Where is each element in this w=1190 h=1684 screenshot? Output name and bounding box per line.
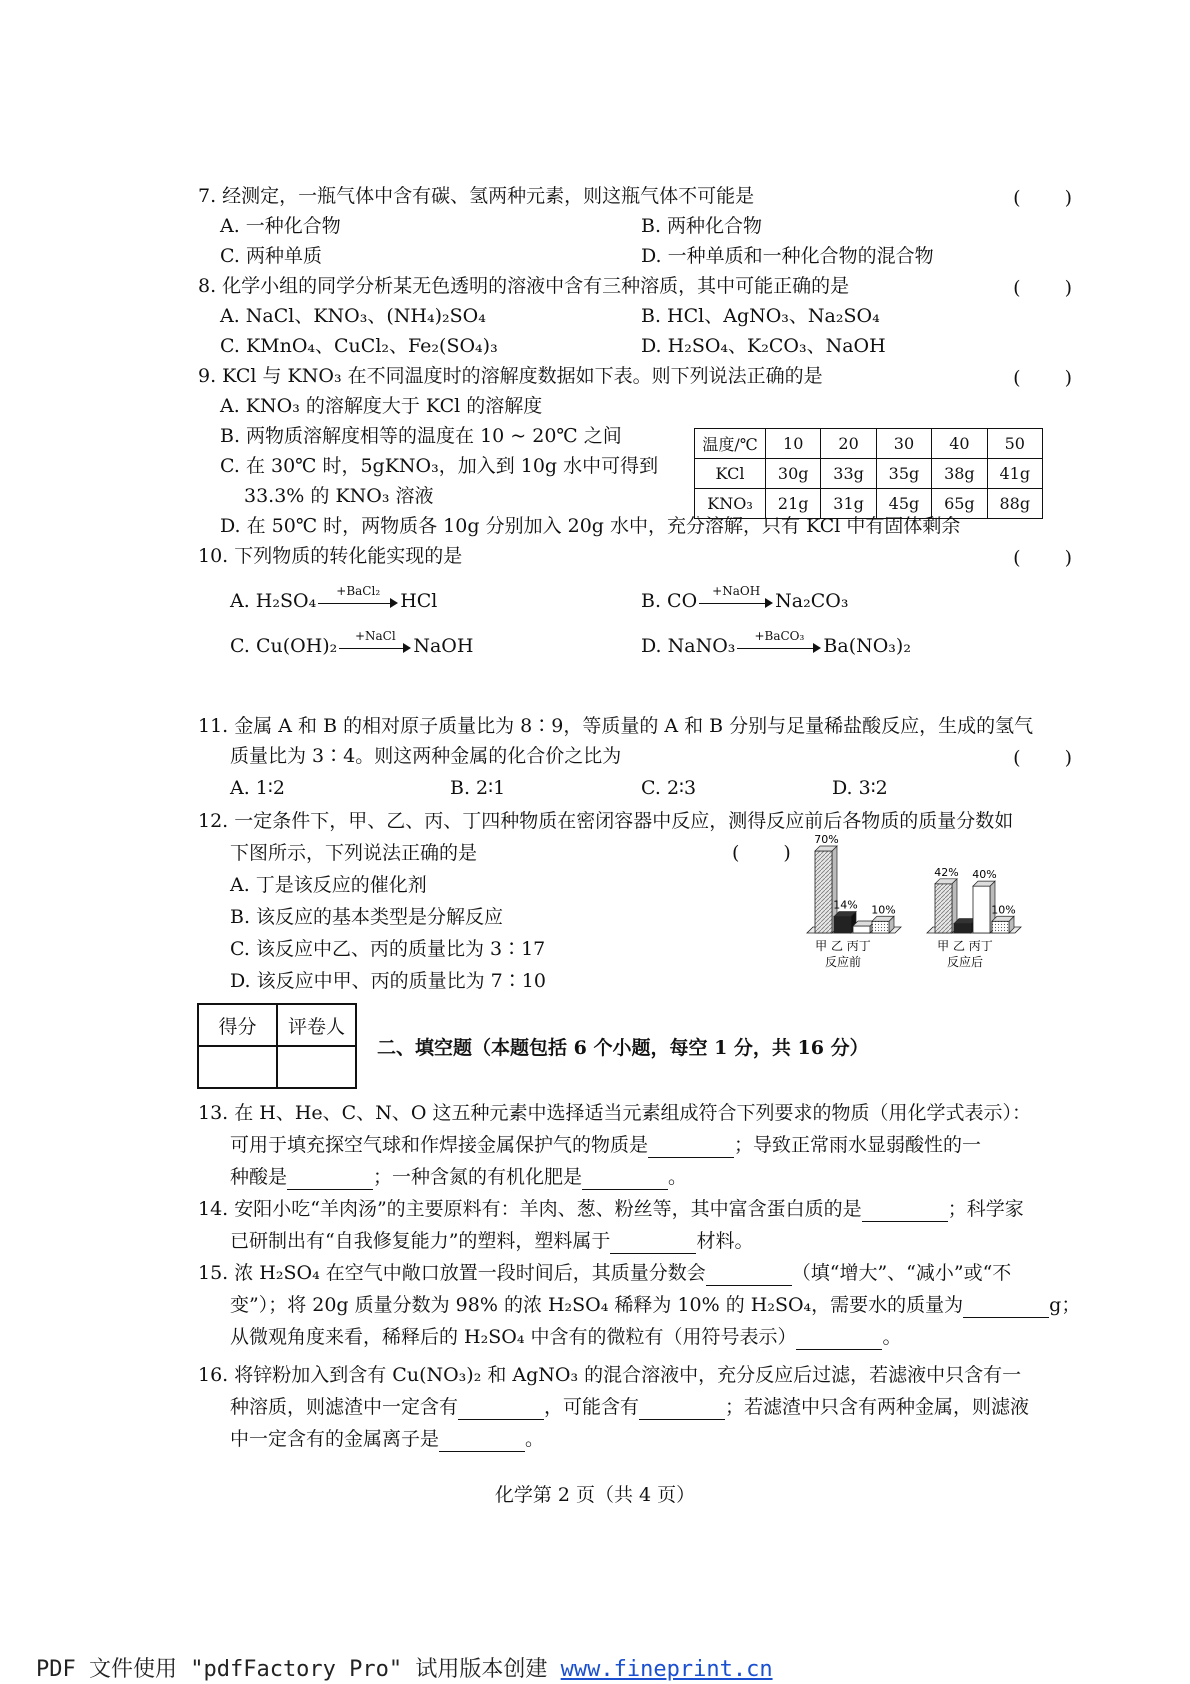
answer-paren: ( ) (1013, 187, 1074, 209)
q11-option-b: B. 2∶1 (450, 777, 506, 799)
chart-bar (935, 884, 952, 933)
table-header-cell: 50 (987, 429, 1042, 459)
answer-blank[interactable] (610, 1233, 696, 1254)
product: NaOH (413, 635, 474, 657)
q7-option-d: D. 一种单质和一种化合物的混合物 (641, 245, 934, 267)
text: 中一定含有的金属离子是 (230, 1428, 440, 1450)
table-header-cell: 10 (766, 429, 821, 459)
q7-stem: 7. 经测定，一瓶气体中含有碳、氢两种元素，则这瓶气体不可能是 (198, 185, 755, 207)
text: g； (1049, 1294, 1081, 1316)
chart-data-label: 42% (934, 865, 959, 879)
page-footer: 化学第 2 页（共 4 页） (494, 1484, 696, 1506)
table-cell: 65g (932, 489, 987, 519)
q8-option-b: B. HCl、AgNO₃、Na₂SO₄ (641, 305, 880, 327)
chart-data-label: 14% (833, 898, 858, 912)
q12-option-a: A. 丁是该反应的催化剂 (230, 874, 427, 896)
text: 从微观角度来看，稀释后的 H₂SO₄ 中含有的微粒有（用符号表示） (230, 1326, 797, 1348)
q14-line2 (230, 1228, 753, 1254)
text: 已研制出有“自我修复能力”的塑料，塑料属于 (230, 1230, 611, 1252)
answer-blank[interactable] (963, 1297, 1049, 1318)
table-cell: 33g (821, 459, 876, 489)
table-cell: 88g (987, 489, 1042, 519)
arrow-reagent: +NaCl (354, 629, 396, 643)
text: ；一种含氮的有机化肥是 (373, 1166, 583, 1188)
solubility-table (694, 428, 1043, 519)
chart-data-label: 40% (972, 868, 997, 882)
chart-bar (872, 921, 889, 933)
q16-line2 (230, 1394, 1029, 1420)
reactant: A. H₂SO₄ (230, 590, 317, 612)
watermark-text: PDF 文件使用 "pdfFactory Pro" 试用版本创建 (36, 1657, 561, 1682)
reactant: C. Cu(OH)₂ (230, 635, 338, 657)
table-cell: 41g (987, 459, 1042, 489)
table-cell: 30g (766, 459, 821, 489)
text: ；科学家 (947, 1198, 1024, 1220)
q12-option-d: D. 该反应中甲、丙的质量比为 7∶10 (230, 970, 546, 992)
table-cell: 45g (876, 489, 931, 519)
table-row (695, 459, 1043, 489)
chart-bar (834, 917, 851, 933)
product: Ba(NO₃)₂ (823, 635, 911, 657)
pdf-watermark (36, 1652, 773, 1683)
table-row (695, 429, 1043, 459)
chart-bar (954, 924, 971, 933)
table-header-cell: 温度/℃ (695, 429, 766, 459)
q8-option-d: D. H₂SO₄、K₂CO₃、NaOH (641, 335, 886, 357)
table-cell: KNO₃ (695, 489, 766, 519)
q11-stem-cont: 质量比为 3∶4。则这两种金属的化合价之比为 (230, 745, 622, 767)
table-row (695, 489, 1043, 519)
q15-line2 (230, 1292, 1080, 1318)
text: 。 (525, 1428, 545, 1450)
q15-line3 (230, 1324, 902, 1350)
table-row (198, 1046, 356, 1088)
chart-group-label: 反应前 (824, 955, 862, 969)
q7-option-c: C. 两种单质 (220, 245, 322, 267)
table-row (198, 1004, 356, 1046)
q13-line2 (230, 1132, 981, 1158)
chart-bar (973, 886, 990, 933)
arrow-reagent: +BaCl₂ (336, 584, 381, 598)
grader-cell (277, 1046, 356, 1088)
chart-data-label: 10% (871, 903, 896, 917)
q13-stem: 13. 在 H、He、C、N、O 这五种元素中选择适当元素组成符合下列要求的物质（用化学式表示）： (198, 1102, 1031, 1124)
reaction-arrow (699, 584, 773, 612)
q11-stem: 11. 金属 A 和 B 的相对原子质量比为 8∶9，等质量的 A 和 B 分别与足量稀盐酸反应，生成的氢气 (198, 715, 1034, 737)
q12-option-b: B. 该反应的基本类型是分解反应 (230, 906, 504, 928)
q10-option-d (641, 629, 911, 659)
chart-bar (992, 921, 1009, 933)
q16-line1: 16. 将锌粉加入到含有 Cu(NO₃)₂ 和 AgNO₃ 的混合溶液中，充分反应后过滤，若滤液中只含有一 (198, 1364, 1022, 1386)
q9-option-c-cont: 33.3% 的 KNO₃ 溶液 (244, 485, 434, 507)
text: 15. 浓 H₂SO₄ 在空气中敞口放置一段时间后，其质量分数会 (198, 1262, 706, 1284)
score-label: 得分 (198, 1004, 277, 1046)
text: ；导致正常雨水显弱酸性的一 (734, 1134, 982, 1156)
q10-option-a (230, 584, 438, 614)
q12-option-c: C. 该反应中乙、丙的质量比为 3∶17 (230, 938, 546, 960)
q16-line3 (230, 1426, 544, 1452)
product: HCl (400, 590, 438, 612)
q11-option-a: A. 1∶2 (230, 777, 285, 799)
watermark-link[interactable]: www.fineprint.cn (560, 1657, 773, 1682)
q8-option-a: A. NaCl、KNO₃、(NH₄)₂SO₄ (220, 305, 486, 327)
arrow-reagent: +BaCO₃ (754, 629, 805, 643)
q14-line1 (198, 1196, 1024, 1222)
chart-data-label: 10% (991, 903, 1016, 917)
answer-paren: ( ) (1013, 547, 1074, 569)
q12-stem-cont: 下图所示，下列说法正确的是 (230, 842, 478, 864)
answer-paren: ( ) (1013, 747, 1074, 769)
table-header-cell: 40 (932, 429, 987, 459)
q9-option-a: A. KNO₃ 的溶解度大于 KCl 的溶解度 (220, 395, 543, 417)
chart-category-labels: 甲 乙 丙丁 (815, 939, 871, 953)
answer-paren: ( ) (1013, 367, 1074, 389)
text: 。 (668, 1166, 688, 1188)
q9-option-b: B. 两物质溶解度相等的温度在 10 ~ 20℃ 之间 (220, 425, 622, 447)
reactant: D. NaNO₃ (641, 635, 736, 657)
text: 。 (882, 1326, 902, 1348)
text: 材料。 (696, 1230, 754, 1252)
answer-blank[interactable] (639, 1399, 725, 1420)
text: 种酸是 (230, 1166, 288, 1188)
text: 14. 安阳小吃“羊肉汤”的主要原料有：羊肉、葱、粉丝等，其中富含蛋白质的是 (198, 1198, 862, 1220)
table-cell: 35g (876, 459, 931, 489)
chart-category-labels: 甲 乙 丙丁 (937, 939, 993, 953)
answer-blank[interactable] (796, 1329, 882, 1350)
answer-blank[interactable] (862, 1201, 948, 1222)
chart-data-label: 70% (814, 833, 839, 846)
score-table (197, 1003, 357, 1089)
q7-option-a: A. 一种化合物 (220, 215, 341, 237)
answer-paren: ( ) (1013, 277, 1074, 299)
answer-blank[interactable] (458, 1399, 544, 1420)
text: ；若滤渣中只含有两种金属，则滤液 (725, 1396, 1030, 1418)
table-header-cell: 20 (821, 429, 876, 459)
reaction-arrow (318, 584, 398, 612)
reaction-arrow (339, 629, 411, 657)
q13-line3 (230, 1164, 687, 1190)
answer-blank[interactable] (582, 1169, 668, 1190)
section-title: 二、填空题（本题包括 6 个小题，每空 1 分，共 16 分） (377, 1037, 869, 1059)
text: ，可能含有 (544, 1396, 640, 1418)
chart-group-label: 反应后 (946, 955, 984, 969)
q7-option-b: B. 两种化合物 (641, 215, 763, 237)
answer-blank[interactable] (648, 1137, 734, 1158)
product: Na₂CO₃ (775, 590, 849, 612)
table-cell: 21g (766, 489, 821, 519)
mass-fraction-bar-chart (805, 830, 1055, 980)
text: 变”）；将 20g 质量分数为 98% 的浓 H₂SO₄ 稀释为 10% 的 H₂SO₄，需要水的质量为 (230, 1294, 964, 1316)
table-header-cell: 30 (876, 429, 931, 459)
q9-stem: 9. KCl 与 KNO₃ 在不同温度时的溶解度数据如下表。则下列说法正确的是 (198, 365, 823, 387)
q8-option-c: C. KMnO₄、CuCl₂、Fe₂(SO₄)₃ (220, 335, 498, 357)
chart-bar (815, 851, 832, 933)
answer-blank[interactable] (439, 1431, 525, 1452)
q11-option-c: C. 2∶3 (641, 777, 697, 799)
q10-option-b (641, 584, 849, 614)
grader-label: 评卷人 (277, 1004, 356, 1046)
table-cell: KCl (695, 459, 766, 489)
answer-blank[interactable] (706, 1265, 792, 1286)
chart-bar (853, 926, 870, 933)
q9-option-c: C. 在 30℃ 时，5gKNO₃，加入到 10g 水中可得到 (220, 455, 659, 477)
score-cell (198, 1046, 277, 1088)
q8-stem: 8. 化学小组的同学分析某无色透明的溶液中含有三种溶质，其中可能正确的是 (198, 275, 850, 297)
reaction-arrow (737, 629, 821, 657)
q10-stem: 10. 下列物质的转化能实现的是 (198, 545, 463, 567)
q10-option-c (230, 629, 474, 659)
answer-blank[interactable] (287, 1169, 373, 1190)
text: 可用于填充探空气球和作焊接金属保护气的物质是 (230, 1134, 649, 1156)
table-cell: 31g (821, 489, 876, 519)
q9-option-d: D. 在 50℃ 时，两物质各 10g 分别加入 20g 水中，充分溶解，只有 KCl 中有固体剩余 (220, 515, 961, 537)
q15-line1 (198, 1260, 1011, 1286)
q11-option-d: D. 3∶2 (832, 777, 888, 799)
q12-stem: 12. 一定条件下，甲、乙、丙、丁四种物质在密闭容器中反应，测得反应前后各物质的质量分数如 (198, 810, 1014, 832)
table-cell: 38g (932, 459, 987, 489)
text: （填“增大”、“减小”或“不 (791, 1262, 1012, 1284)
text: 种溶质，则滤渣中一定含有 (230, 1396, 459, 1418)
answer-paren: ( ) (732, 842, 793, 864)
arrow-reagent: +NaOH (712, 584, 761, 598)
reactant: B. CO (641, 590, 698, 612)
